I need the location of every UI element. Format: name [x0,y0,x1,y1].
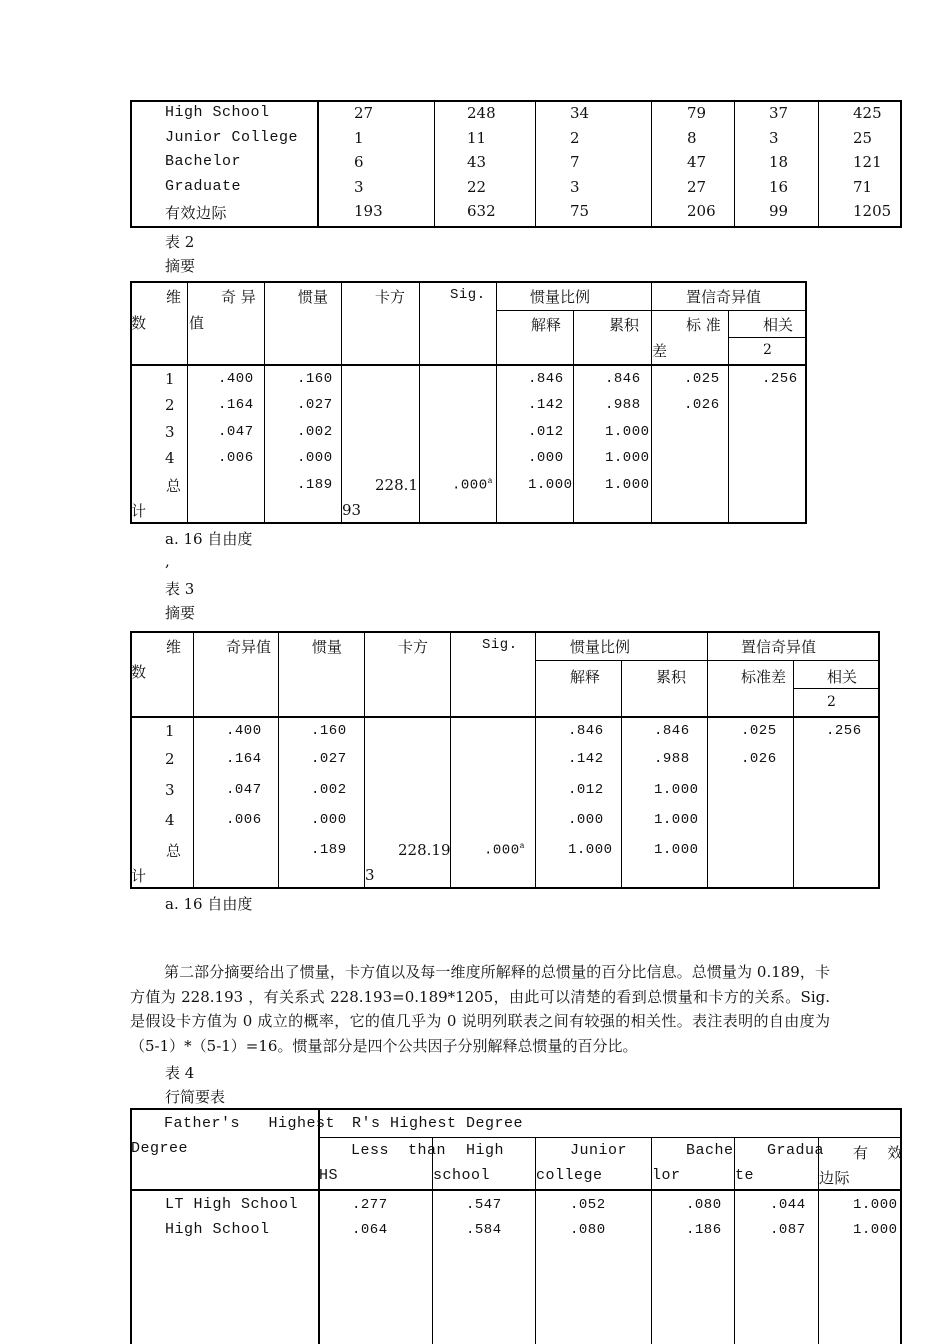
t2-sd-header: 标 准 [686,316,721,334]
table-cell: .142 [568,751,604,767]
t2-corr-sub-header: 2 [763,342,772,358]
table-cell: .277 [352,1197,388,1213]
table-cell: 193 [354,202,383,221]
t2-total-sig: .000$^a$ [452,477,493,494]
table-row-dim: 3 [165,781,175,799]
table-cell: 1.000 [605,423,650,440]
table-cell: .164 [226,751,262,767]
table-cell: .547 [466,1197,502,1213]
t3-dim-header: 维 [166,638,182,656]
t3-total-chisq: 228.19 [398,841,451,859]
table-cell: .080 [686,1197,722,1213]
table-row-dim: 1 [165,722,175,740]
table-cell: .846 [605,371,641,387]
table-cell: .988 [605,397,641,414]
column-header-cont: HS [319,1167,339,1184]
table-row-dim: 2 [165,750,175,768]
table-cell: .002 [297,423,333,440]
table-cell: 47 [687,153,707,172]
t3-corr-sub-header: 2 [827,694,836,710]
table-cell: 34 [570,104,590,122]
table-cell: .256 [762,371,798,387]
t2-total-label-2: 计 [131,502,147,520]
t2-total-chisq: 228.1 [375,476,418,494]
table4-caption-number: 表 4 [165,1064,195,1082]
table-cell: 1.000 [605,450,650,467]
t3-sd-header: 标准差 [741,668,787,686]
column-header-cont: lor [652,1167,681,1184]
table-cell: .400 [218,371,254,387]
table-cell: .584 [466,1222,502,1238]
column-header: Gradua [767,1142,825,1159]
table-cell: .160 [311,723,347,739]
table-cell: .047 [226,782,262,798]
table-cell: .080 [570,1222,606,1238]
table-cell: 16 [769,177,789,196]
table-cell: .000 [528,450,564,467]
table-cell: .186 [686,1222,722,1238]
table-cell: 3 [570,177,580,196]
table3-caption-number: 表 3 [165,580,195,598]
table-cell: .000 [568,812,604,828]
table-row-label: LT High School [165,1196,299,1213]
table-cell: 3 [769,128,779,147]
table-cell: .000 [297,450,333,467]
table-cell: 3 [354,177,364,196]
table-cell: 206 [687,202,716,221]
analysis-paragraph: 第二部分摘要给出了惯量，卡方值以及每一维度所解释的总惯量的百分比信息。总惯量为 0.189，卡方值为 228.193 ，有关系式 228.193=0.189*1205，由此可以清楚的看到总惯量和卡方的关系。Sig.是假设卡方值为 0 成立的概率，它的值几乎为 0 说明列联表之间有较强的相关性。表注表明的自由度为（5-1）*（5-1）=16。惯量部分是四个公共因子分别解释总惯量的百分比。 [130,963,830,1055]
table-cell: 22 [467,177,487,196]
table-cell: .027 [297,397,333,414]
table-cell: .047 [218,423,254,440]
t2-total-inertia: .189 [297,477,333,493]
table-cell: .400 [226,723,262,739]
table-cell: .087 [770,1222,806,1238]
t2-total-cumulative: 1.000 [605,477,650,493]
t2-chisq-header: 卡方 [375,288,406,306]
t2-dim-header: 维 [166,288,182,306]
table-cell: 25 [853,128,873,147]
stray-comma: , [165,552,170,570]
table-row-label: Bachelor [165,153,242,171]
t2-sd-header-2: 差 [652,342,668,360]
table-cell: 43 [467,153,487,172]
table-cell: .002 [311,782,347,798]
t2-singular-header: 奇 异 [221,288,256,306]
t3-chisq-header: 卡方 [398,638,429,656]
table-cell: 632 [467,202,496,221]
table-row-dim: 2 [165,396,175,415]
t2-total-label: 总 [166,477,182,495]
column-header-cont: college [536,1167,603,1184]
table-cell: .025 [684,371,720,387]
t2-inertia-header: 惯量 [298,288,329,306]
t3-total-sig: .000$^a$ [484,842,525,859]
t2-total-chisq-2: 93 [342,501,362,519]
t3-total-label: 总 [166,842,182,860]
table-cell: .012 [528,423,564,440]
table-cell: 1.000 [853,1222,898,1238]
table-cell: .160 [297,371,333,387]
table-cell: .000 [311,812,347,828]
column-header: High [466,1142,505,1159]
t2-total-explained: 1.000 [528,477,573,493]
column-header: 有 效 [853,1146,904,1163]
table-cell: 71 [853,177,873,196]
table-cell: .026 [741,751,777,767]
t3-sig-header: Sig. [482,637,518,653]
table-row-dim: 1 [165,370,175,388]
column-header-cont: te [735,1167,755,1184]
t3-inertia-header: 惯量 [312,638,343,656]
t3-total-inertia: .189 [311,842,347,858]
t3-explained-header: 解释 [570,668,601,686]
t3-dim-header-2: 数 [131,663,147,681]
table-cell: .012 [568,782,604,798]
t3-total-label-2: 计 [131,867,147,885]
table-cell: 27 [687,177,707,196]
table-cell: 11 [467,128,487,147]
t2-singular-header-2: 值 [189,314,205,332]
column-header-cont: 边际 [819,1171,851,1188]
table-cell: .846 [568,723,604,739]
table2-caption-title: 摘要 [165,257,196,275]
table2-footnote: a. 16 自由度 [165,530,253,548]
t2-corr-header: 相关 [763,316,794,334]
table-cell: 1 [354,128,364,147]
table-row-dim: 4 [165,811,175,829]
table-cell: 248 [467,104,496,122]
table3-caption-title: 摘要 [165,604,196,622]
table-row-label: Graduate [165,177,242,195]
table-cell: 425 [853,104,882,122]
table3-footnote: a. 16 自由度 [165,895,253,913]
table-cell: .142 [528,397,564,414]
t2-conf-header: 置信奇异值 [686,288,762,306]
table-cell: .026 [684,397,720,414]
table-cell: .044 [770,1197,806,1213]
table-cell: .846 [654,723,690,739]
table-cell: 1.000 [654,782,699,798]
table-cell: 7 [570,153,580,172]
table-cell: 1.000 [853,1197,898,1213]
table-row-label: High School [165,104,270,121]
t2-sig-header: Sig. [450,287,486,303]
t3-total-chisq-2: 3 [365,866,375,884]
t2-dim-header-2: 数 [131,314,147,332]
table-cell: .164 [218,397,254,414]
t4-father-header: Father's Highest [164,1115,336,1132]
table-row-label: Junior College [165,128,299,146]
table-cell: .256 [826,723,862,739]
column-header: Junior [570,1142,628,1159]
table-cell: .064 [352,1222,388,1238]
table-cell: .006 [218,450,254,467]
t3-total-cumulative: 1.000 [654,842,699,858]
t2-explained-header: 解释 [531,316,562,334]
table-cell: 121 [853,153,882,172]
column-header: Bache [686,1142,734,1159]
table2-caption-number: 表 2 [165,233,195,251]
t3-conf-header: 置信奇异值 [741,638,817,656]
table-cell: 6 [354,153,364,172]
t3-singular-header: 奇异值 [226,638,272,656]
table-cell: .006 [226,812,262,828]
table-cell: .027 [311,751,347,767]
t3-corr-header: 相关 [827,668,858,686]
table-row-dim: 4 [165,449,175,468]
t4-group-header: R's Highest Degree [352,1115,524,1132]
table4-caption-title: 行简要表 [165,1088,226,1106]
table-row-label: High School [165,1221,270,1238]
table-cell: .988 [654,751,690,767]
table-cell: 99 [769,202,789,221]
table-cell: 1205 [853,202,892,221]
table-cell: .025 [741,723,777,739]
table-cell: 79 [687,104,707,122]
table-cell: 18 [769,153,789,172]
t4-father-header-2: Degree [131,1140,189,1157]
table-cell: .052 [570,1197,606,1213]
table-row-label: 有效边际 [165,206,228,224]
table-cell: 1.000 [654,812,699,828]
t3-inertia-prop-header: 惯量比例 [570,638,631,656]
table-cell: 37 [769,104,789,122]
t3-total-explained: 1.000 [568,842,613,858]
table-cell: 27 [354,104,374,122]
table-cell: 8 [687,128,697,147]
table-cell: 75 [570,202,590,221]
column-header: Less than [351,1142,447,1159]
table-cell: 2 [570,128,580,147]
t3-cumulative-header: 累积 [656,668,687,686]
column-header-cont: school [433,1167,491,1184]
table-row-dim: 3 [165,422,175,441]
t2-inertia-prop-header: 惯量比例 [530,288,591,306]
table-cell: .846 [528,371,564,387]
t2-cumulative-header: 累积 [609,316,640,334]
